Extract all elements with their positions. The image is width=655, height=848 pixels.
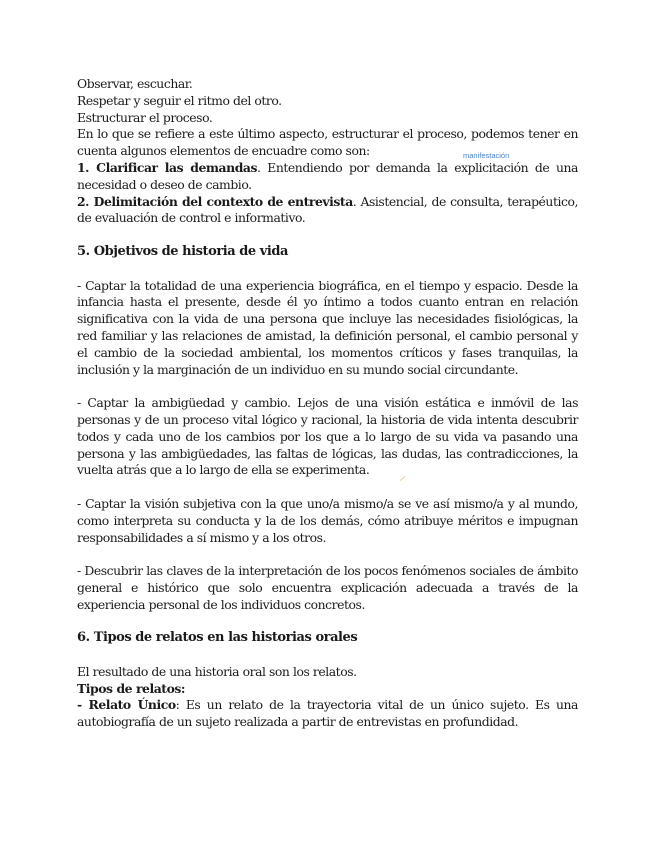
objective-paragraph: - Captar la totalidad de una experiencia biográfica, en el tiempo y espacio. Desde la infancia hasta el presente, desde él yo íntimo a todos cuanto entran en relación significativa con la vida de una persona que incluye las necesidades fisiológicas, la red familiar y las relaciones de amistad, la definición personal, el cambio personal y el cambio de la sociedad ambiental, los momentos críticos y fases tranquilas, la inclusión y la marginación de un individuo en su mundo social circundante.: [77, 277, 578, 377]
spacer: [77, 614, 578, 631]
document-page: [77, 76, 578, 731]
item-text: . Asistencial, de consulta, terapéutico, de evaluación de control e informativo.: [77, 193, 578, 226]
spacer: [77, 261, 578, 278]
intro-line: Observar, escuchar.: [77, 76, 193, 91]
item-text: . Entendiendo por demanda la explicitación de una necesidad o deseo de cambio.: [77, 159, 578, 192]
item-label: 2. Delimitación del contexto de entrevista: [77, 193, 353, 209]
relato-unico: [77, 697, 578, 731]
section-intro: El resultado de una historia oral son los relatos.: [77, 663, 357, 679]
item-text: : Es un relato de la trayectoria vital de un único sujeto. Es una autobiografía de un sujeto realizada a partir de entrevistas en profundidad.: [77, 697, 578, 730]
objective-paragraph: - Descubrir las claves de la interpretación de los pocos fenómenos sociales de ámbito general e histórico que solo encuentra explicación adecuada a través de la experiencia personal de los individuos concretos.: [77, 563, 578, 612]
intro-line: Estructurar el proceso.: [77, 109, 213, 125]
structure-paragraph: En lo que se refiere a este último aspecto, estructurar el proceso, podemos tener en cuenta algunos elementos de encuadre como son:: [77, 126, 578, 159]
subheading: Tipos de relatos:: [77, 680, 186, 696]
handwritten-annotation: manifestación: [463, 151, 510, 160]
objective-paragraph: - Captar la visión subjetiva con la que uno/a mismo/a se ve así mismo/a y al mundo, como interpreta su conducta y la de los demás, cómo atribuye méritos e impugnan responsabilidades a sí mismo y a los otros.: [77, 495, 578, 545]
section-heading: 5. Objetivos de historia de vida: [77, 243, 288, 259]
objective-paragraph: - Captar la ambigüedad y cambio. Lejos de una visión estática e inmóvil de las personas y de un proceso vital lógico y racional, la historia de vida intenta descubrir todos y cada uno de los cambios por los que a lo largo de su vida va pasando una persona y las ambigüedades, las faltas de lógicas, las dudas, las contradicciones, la vuelta atrás que a lo largo de ella se experimenta.: [77, 395, 578, 478]
spacer: [77, 227, 578, 244]
section-heading: 6. Tipos de relatos en las historias orales: [77, 630, 358, 646]
item-label: 1. Clarificar las demandas: [77, 159, 258, 175]
item-label: - Relato Único: [77, 697, 176, 713]
spacer: [77, 546, 578, 563]
spacer: [77, 647, 578, 664]
spacer: [77, 479, 578, 496]
spacer: [77, 378, 578, 395]
item-clarificar-demandas: [77, 160, 578, 194]
intro-line: Respetar y seguir el ritmo del otro.: [77, 92, 282, 108]
item-delimitacion-contexto: [77, 194, 578, 228]
